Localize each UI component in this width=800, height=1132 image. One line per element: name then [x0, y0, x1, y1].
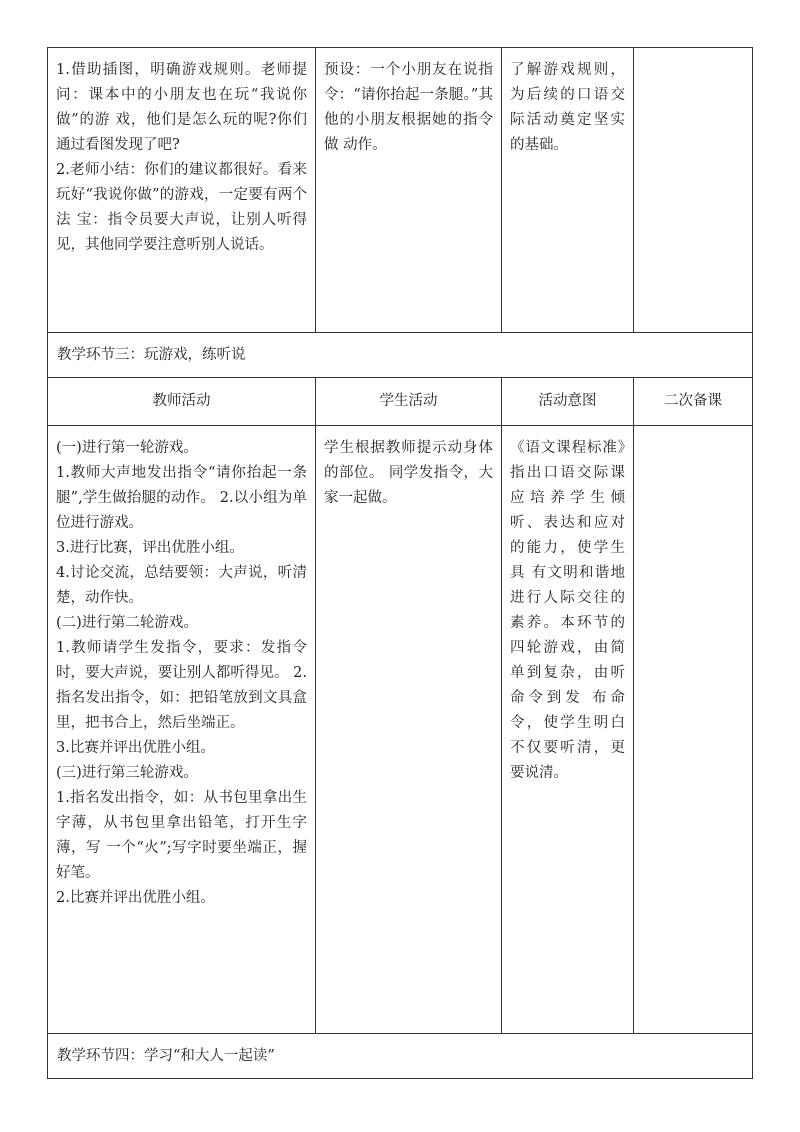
second-prep-cell — [634, 48, 753, 333]
student-activity-cell — [316, 48, 502, 333]
teacher-step: (一)进行第一轮游戏。 — [56, 440, 198, 456]
second-prep-cell — [634, 426, 753, 1034]
student-activity-cell — [316, 426, 502, 1034]
activity-intent-cell — [502, 426, 634, 1034]
section-heading — [48, 1034, 753, 1079]
student-activity-text: 学生根据教师提示动身体的部位。 同学发指令，大家一起做。 — [324, 440, 493, 506]
table-row — [48, 333, 753, 378]
activity-intent-text: 了解游戏规则，为后续的口语交际活动奠定坚实的基础。 — [510, 62, 625, 153]
teacher-step: 4.讨论交流，总结要领：大声说，听清楚，动作快。 — [56, 565, 307, 606]
lesson-plan-table — [47, 47, 753, 1079]
activity-intent-text: 《语文课程标准》指出口语交际课应培养学生倾听、表达和应对的能力，使学生具 有文明和谐地进行人际交往的素养。本环节的四轮游戏，由简单到复杂，由听命令到发 布命令，使学生明白不仅要听清，更要说清。 — [510, 440, 625, 781]
section-heading-text: 教学环节四：学习“和大人一起读” — [57, 1047, 275, 1064]
teacher-step: 1.教师大声地发出指令“请你抬起一条腿”,学生做抬腿的动作。 2.以小组为单位进行游戏。 — [56, 465, 307, 531]
teacher-step: 2.老师小结：你们的建议都很好。看来玩好“我说你做”的游戏，一定要有两个法 宝：指令员要大声说，让别人听得见，其他同学要注意听别人说话。 — [56, 162, 307, 253]
table-row — [48, 426, 753, 1034]
section-heading — [48, 333, 753, 378]
table-row — [48, 1034, 753, 1079]
teacher-activity-cell — [48, 426, 316, 1034]
teacher-step: (二)进行第二轮游戏。 — [56, 615, 198, 631]
column-header: 二次备课 — [634, 378, 753, 426]
table-header-row — [48, 378, 753, 426]
teacher-step: 1.借助插图，明确游戏规则。老师提问：课本中的小朋友也在玩“我说你做”的游 戏，他们是怎么玩的呢?你们通过看图发现了吧? — [56, 62, 307, 153]
teacher-step: 1.指名发出指令，如：从书包里拿出生字薄，从书包里拿出铅笔，打开生字薄，写 一个“火”;写字时要坐端正，握好笔。 — [56, 790, 307, 881]
column-header: 学生活动 — [316, 378, 502, 426]
column-header: 教师活动 — [48, 378, 316, 426]
teacher-activity-cell — [48, 48, 316, 333]
table-row — [48, 48, 753, 333]
teacher-step: (三)进行第三轮游戏。 — [56, 765, 198, 781]
student-activity-text: 预设：一个小朋友在说指令：“请你抬起一条腿。”其他的小朋友根据她的指令做 动作。 — [324, 62, 493, 153]
teacher-step: 3.比赛并评出优胜小组。 — [56, 740, 215, 756]
activity-intent-cell — [502, 48, 634, 333]
teacher-step: 2.比赛并评出优胜小组。 — [56, 890, 215, 906]
teacher-step: 3.进行比赛，评出优胜小组。 — [56, 540, 244, 556]
teacher-step: 1.教师请学生发指令，要求：发指令时，要大声说，要让别人都听得见。 2.指名发出指令，如：把铅笔放到文具盒里，把书合上，然后坐端正。 — [56, 640, 307, 731]
section-heading-text: 教学环节三：玩游戏，练听说 — [57, 346, 246, 363]
column-header: 活动意图 — [502, 378, 634, 426]
